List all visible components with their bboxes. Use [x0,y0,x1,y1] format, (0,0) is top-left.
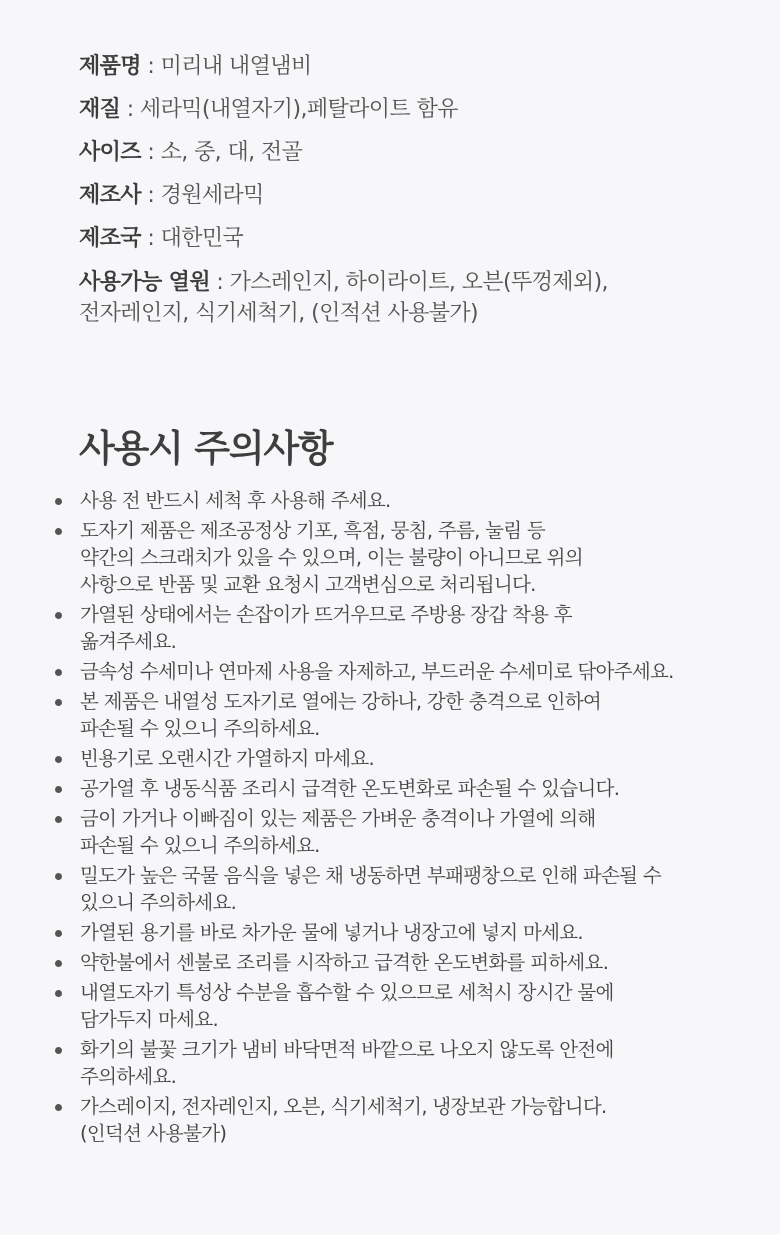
caution-line: 파손될 수 있으니 주의하세요. [80,834,320,857]
bullet-icon [55,498,62,505]
caution-line: 화기의 불꽃 크기가 냄비 바닥면적 바깥으로 나오지 않도록 안전에 [80,1038,614,1061]
caution-line: 빈용기로 오랜시간 가열하지 마세요. [80,747,375,770]
spec-size [79,138,759,168]
caution-title: 사용시 주의사항 [79,427,333,470]
bullet-icon [55,990,62,997]
spec-product-name [79,52,759,82]
bullet-icon [55,930,62,937]
caution-line: 가열된 용기를 바로 차가운 물에 넣거나 냉장고에 넣지 마세요. [80,921,583,944]
caution-line: 있으니 주의하세요. [80,891,237,914]
caution-item [55,1036,760,1090]
caution-line: 옮겨주세요. [80,630,177,653]
caution-line: (인덕션 사용불가) [80,1122,227,1145]
caution-line: 파손될 수 있으니 주의하세요. [80,717,320,740]
caution-item [55,862,760,916]
spec-heat-sources [79,267,759,329]
bullet-icon [55,528,62,535]
caution-item [55,949,760,976]
product-spec-list [79,52,759,342]
bullet-icon [55,669,62,676]
caution-line: 주의하세요. [80,1065,177,1088]
caution-item [55,1093,760,1147]
caution-line: 본 제품은 내열성 도자기로 열에는 강하나, 강한 충격으로 인하여 [80,690,602,713]
caution-item [55,745,760,772]
caution-item [55,979,760,1033]
caution-item [55,517,760,598]
caution-item [55,601,760,655]
bullet-icon [55,756,62,763]
caution-line: 약간의 스크래치가 있을 수 있으며, 이는 불량이 아니므로 위의 [80,546,583,569]
spec-value: : 대한민국 [140,226,244,251]
caution-item [55,487,760,514]
spec-value: : 세라믹(내열자기),페탈라이트 함유 [120,97,458,122]
caution-line: 약한불에서 센불로 조리를 시작하고 급격한 온도변화를 피하세요. [80,951,609,974]
bullet-icon [55,960,62,967]
caution-line: 도자기 제품은 제조공정상 기포, 흑점, 뭉침, 주름, 눌림 등 [80,519,545,542]
caution-line: 밀도가 높은 국물 음식을 넣은 채 냉동하면 부패팽창으로 인해 파손될 수 [80,864,661,887]
caution-line: 공가열 후 냉동식품 조리시 급격한 온도변화로 파손될 수 있습니다. [80,777,620,800]
spec-value: : 소, 중, 대, 전골 [140,140,303,165]
caution-line: 가열된 상태에서는 손잡이가 뜨거우므로 주방용 장갑 착용 후 [80,603,572,626]
spec-key: 사용가능 열원 [79,270,210,295]
caution-line: 사용 전 반드시 세척 후 사용해 주세요. [80,489,391,512]
bullet-icon [55,699,62,706]
caution-line: 담가두지 마세요. [80,1008,218,1031]
caution-line: 내열도자기 특성상 수분을 흡수할 수 있으므로 세척시 장시간 물에 [80,981,614,1004]
bullet-icon [55,786,62,793]
spec-value: : 경원세라믹 [140,183,264,208]
caution-item [55,775,760,802]
caution-line: 사항으로 반품 및 교환 요청시 고객변심으로 처리됩니다. [80,573,536,596]
bullet-icon [55,1104,62,1111]
spec-manufacturer [79,181,759,211]
caution-item [55,688,760,742]
caution-list [55,487,760,1150]
caution-item [55,658,760,685]
spec-key: 제조사 [79,183,141,208]
spec-key: 제품명 [79,54,141,79]
spec-material [79,95,759,125]
spec-key: 제조국 [79,226,141,251]
bullet-icon [55,1047,62,1054]
spec-key: 재질 [79,97,121,122]
caution-line: 금속성 수세미나 연마제 사용을 자제하고, 부드러운 수세미로 닦아주세요. [80,660,674,683]
caution-line: 가스레이지, 전자레인지, 오븐, 식기세척기, 냉장보관 가능합니다. [80,1095,607,1118]
spec-value: : 가스레인지, 하이라이트, 오븐(뚜껑제외), [209,270,608,295]
bullet-icon [55,612,62,619]
spec-value-cont: 전자레인지, 식기세척기, (인적션 사용불가) [79,301,479,326]
spec-key: 사이즈 [79,140,141,165]
spec-value: : 미리내 내열냄비 [140,54,312,79]
bullet-icon [55,873,62,880]
caution-line: 금이 가거나 이빠짐이 있는 제품은 가벼운 충격이나 가열에 의해 [80,807,596,830]
caution-item [55,919,760,946]
spec-country [79,224,759,254]
caution-item [55,805,760,859]
bullet-icon [55,816,62,823]
